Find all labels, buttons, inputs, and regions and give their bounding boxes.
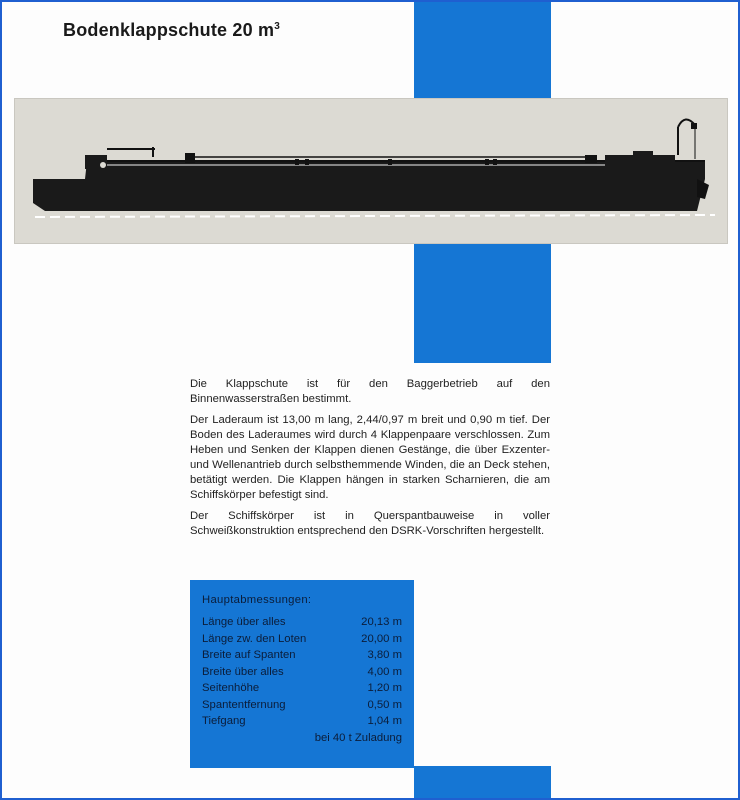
spec-label: Breite auf Spanten (202, 649, 296, 661)
spec-value: 20,00 m (361, 632, 402, 645)
spec-value: 0,50 m (367, 698, 402, 711)
spec-row (202, 631, 402, 648)
spec-row (202, 647, 402, 664)
spec-row (202, 680, 402, 697)
main-dimensions-box (190, 580, 414, 768)
spec-value: 1,04 m (367, 715, 402, 727)
spec-row (202, 697, 402, 714)
spec-value: 1,20 m (367, 682, 402, 694)
barge-silhouette (15, 99, 729, 245)
spec-label: Seitenhöhe (202, 682, 260, 694)
spec-row (202, 713, 402, 730)
spec-label: Breite über alles (202, 665, 284, 678)
spec-row (202, 614, 402, 631)
description-paragraph-3: Der Schiffskörper ist in Querspantbauweise in voller Schweißkonstruktion entsprechend den DSRK-Vorschriften hergestellt. (190, 510, 550, 537)
spec-label: Spantentfernung (202, 698, 286, 711)
spec-value: 3,80 m (367, 649, 402, 661)
blue-accent-block-bottom (414, 766, 551, 798)
title-superscript: 3 (274, 21, 281, 32)
spec-value: 4,00 m (367, 665, 402, 678)
blue-accent-block-middle (414, 244, 551, 363)
description-text (190, 377, 550, 545)
spec-label: Länge zw. den Loten (202, 632, 307, 645)
spec-value: 20,13 m (361, 616, 402, 628)
spec-note: bei 40 t Zuladung (314, 731, 402, 744)
barge-photo (14, 98, 728, 244)
description-paragraph-1: Die Klappschute ist für den Baggerbetrieb auf den Binnenwasserstraßen bestimmt. (190, 378, 550, 405)
specs-heading: Hauptabmessungen: (202, 594, 312, 606)
spec-label: Tiefgang (202, 715, 246, 727)
spec-label: Länge über alles (202, 616, 286, 628)
description-paragraph-2: Der Laderaum ist 13,00 m lang, 2,44/0,97 m breit und 0,90 m tief. Der Boden des Laderaumes wird durch 4 Klappenpaare verschlossen. Zum Heben und Senken der Klappen dienen Gestänge, die über Exzenter- und Wellenantrieb durch selbsthemmende Winden, die an Deck stehen, betätigt werden. Die Klappen hängen in starken Scharnieren, die am Schiffskörper befestigt sind. (190, 414, 550, 501)
title-text: Bodenklappschute 20 m (63, 20, 275, 40)
spec-row (202, 664, 402, 681)
page-title (63, 20, 280, 41)
blue-accent-block-top (414, 2, 551, 98)
